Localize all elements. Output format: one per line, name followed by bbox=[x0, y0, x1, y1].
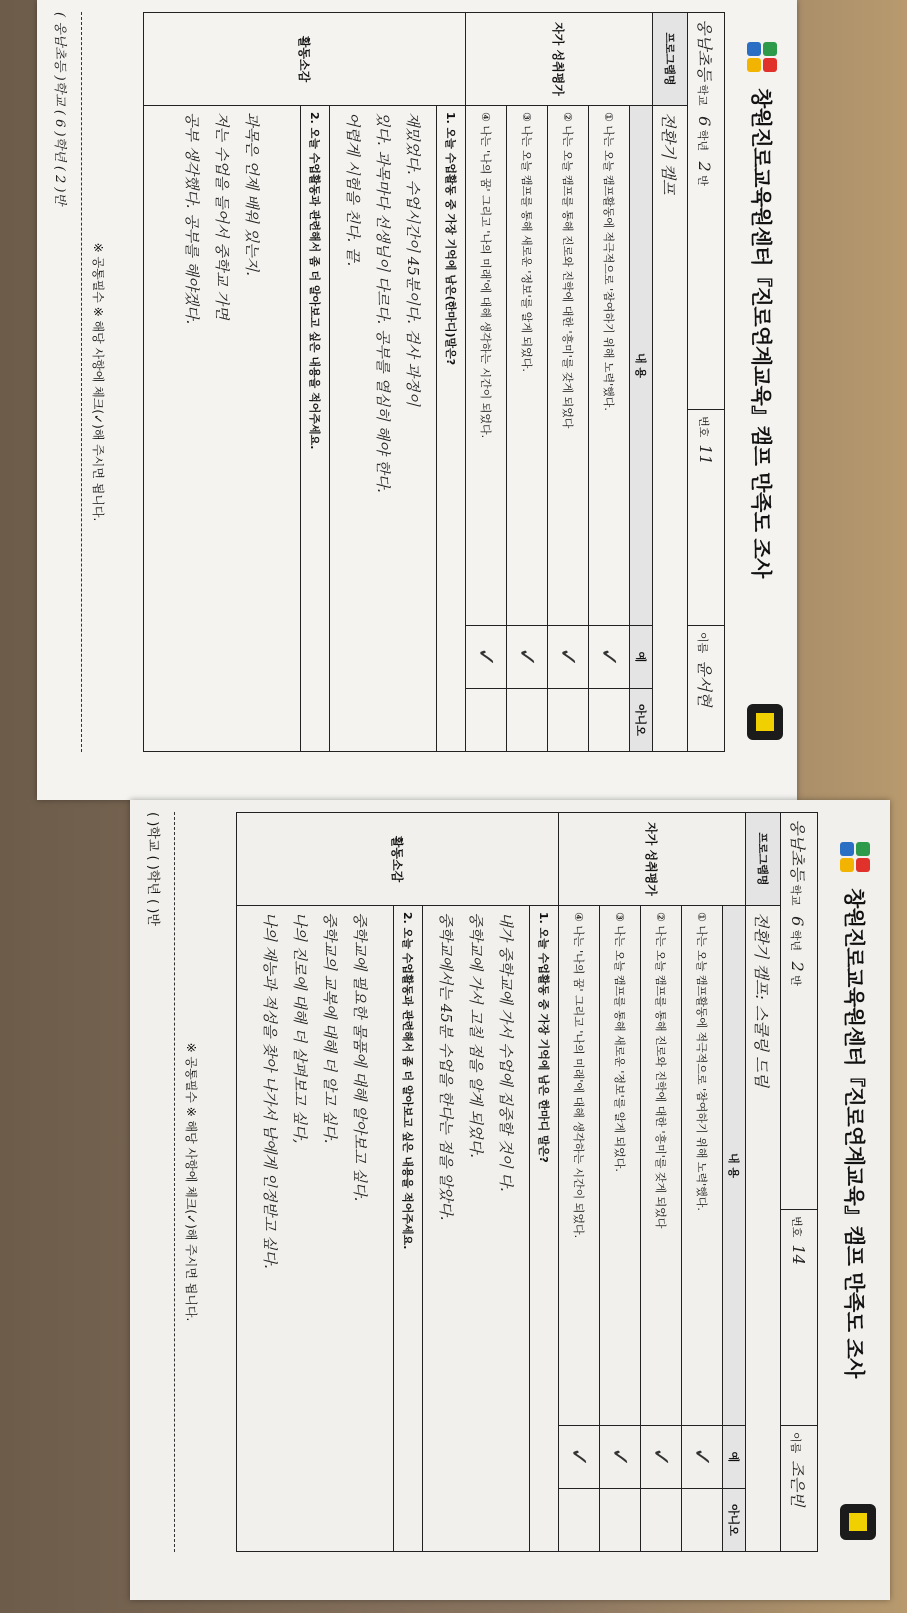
yes-label: 예 bbox=[630, 626, 653, 689]
title-row bbox=[832, 840, 878, 1540]
name-label: 이름 bbox=[789, 1432, 803, 1454]
answer-2-line: 과목은 언제 배워 있는지. bbox=[243, 112, 261, 276]
page-title: 창원진로교육원센터『진로연계교육』캠프 만족도 조사 bbox=[842, 888, 866, 1378]
answer-2-line: 중학교의 교복에 대해 더 알고 싶다. bbox=[321, 912, 339, 1144]
question-1: 1. 오늘 수업활동 중 가장 기억에 남은(한마디)말은? bbox=[437, 106, 466, 752]
school-label: 학교 bbox=[789, 884, 803, 906]
item-row bbox=[641, 813, 682, 1552]
class-label: 반 bbox=[696, 175, 710, 186]
cut-line bbox=[81, 12, 82, 752]
item-row bbox=[589, 13, 630, 752]
a2-row bbox=[144, 13, 301, 752]
item-row bbox=[682, 813, 723, 1552]
program-value: 전환기 캠프: 스쿨링 드림 bbox=[746, 906, 781, 1552]
self-eval-label: 자가 성취평가 bbox=[466, 13, 653, 106]
grade-label: 학년 bbox=[696, 129, 710, 152]
question-2: 2. 오늘 수업활동과 관련해서 좀 더 알아보고 싶은 내용을 적어주세요. bbox=[394, 906, 423, 1552]
answer-1-line: 어렵게 시험을 친다. 끝. bbox=[344, 112, 362, 267]
answer-1-line: 중학교에서는 45분 수업을 한다는 점을 알았다. bbox=[437, 912, 455, 1221]
school-value: 웅남초등 bbox=[695, 19, 715, 81]
page-title: 창원진로교육원센터『진로연계교육』캠프 만족도 조사 bbox=[749, 88, 773, 578]
answer-2-line: 나의 진로에 대해 더 살펴보고 싶다, bbox=[291, 912, 309, 1144]
item-row bbox=[507, 13, 548, 752]
footer-school-line: ( )학교 ( )학년 ( )반 bbox=[145, 812, 160, 926]
content-label: 내 용 bbox=[723, 906, 746, 1426]
check-mark: ✓ bbox=[548, 626, 589, 689]
content-header-row bbox=[630, 13, 653, 752]
empty-cell bbox=[641, 1489, 682, 1552]
check-mark: ✓ bbox=[600, 1426, 641, 1489]
grade-value: 6 bbox=[695, 116, 715, 127]
notice-text: ※ 공통필수 ※ 해당 사항에 체크(✓)해 주시면 됩니다. bbox=[91, 242, 105, 522]
question-1: 1. 오늘 수업활동 중 가장 기억에 남은 한마디 말은? bbox=[530, 906, 559, 1552]
question-2: 2. 오늘 수업활동과 관련해서 좀 더 알아보고 싶은 내용을 적어주세요. bbox=[301, 106, 330, 752]
content-header-row bbox=[723, 813, 746, 1552]
grade-value: 6 bbox=[788, 916, 808, 927]
q2-row bbox=[301, 13, 330, 752]
answer-1-line: 내가 중학교에 가서 수업에 집중할 것이 다. bbox=[497, 912, 515, 1192]
jinro-badge-icon bbox=[840, 1504, 876, 1540]
item-row bbox=[466, 13, 507, 752]
school-value: 웅남초등 bbox=[788, 819, 808, 881]
class-value: 2 bbox=[788, 961, 808, 972]
jinro-badge-icon bbox=[747, 704, 783, 740]
a2-row bbox=[237, 813, 394, 1552]
title-row bbox=[739, 40, 785, 740]
name-label: 이름 bbox=[696, 632, 710, 654]
item-text: ③ 나는 오늘 캠프를 통해 새로운 '정보'를 알게 되었다. bbox=[507, 106, 548, 626]
header-row bbox=[688, 13, 725, 752]
a1-row bbox=[423, 813, 530, 1552]
program-row bbox=[746, 813, 781, 1552]
item-text: ④ 나는 '나의 꿈' 그리고 '나의 미래'에 대해 생각하는 시간이 되었다. bbox=[466, 106, 507, 626]
content-label: 내 용 bbox=[630, 106, 653, 626]
notice-text: ※ 공통필수 ※ 해당 사항에 체크(✓)해 주시면 됩니다. bbox=[184, 1042, 198, 1322]
class-label: 반 bbox=[789, 975, 803, 986]
answer-2-line: 나의 재능과 적성을 찾아 나가서 남에게 인정받고 싶다. bbox=[261, 912, 279, 1269]
q1-row bbox=[437, 13, 466, 752]
header-row bbox=[781, 813, 818, 1552]
center-logo-icon bbox=[838, 840, 872, 874]
program-row bbox=[653, 13, 688, 752]
activity-label: 활동소감 bbox=[144, 13, 466, 106]
empty-cell bbox=[600, 1489, 641, 1552]
no-label: 아니오 bbox=[630, 689, 653, 752]
name-value: 윤서현 bbox=[695, 660, 715, 707]
footer bbox=[52, 12, 107, 752]
check-mark: ✓ bbox=[559, 1426, 600, 1489]
item-text: ② 나는 오늘 캠프를 통해 진로와 진학에 대한 '흥미'를 갖게 되었다 bbox=[641, 906, 682, 1426]
empty-cell bbox=[466, 689, 507, 752]
program-label: 프로그램명 bbox=[746, 813, 781, 906]
survey-table bbox=[236, 812, 818, 1552]
class-value: 2 bbox=[695, 161, 715, 172]
self-eval-label: 자가 성취평가 bbox=[559, 813, 746, 906]
grade-label: 학년 bbox=[789, 929, 803, 952]
empty-cell bbox=[589, 689, 630, 752]
check-mark: ✓ bbox=[682, 1426, 723, 1489]
check-mark: ✓ bbox=[589, 626, 630, 689]
empty-cell bbox=[682, 1489, 723, 1552]
program-value: 전환기 캠프 bbox=[653, 106, 688, 752]
q1-row bbox=[530, 813, 559, 1552]
school-label: 학교 bbox=[696, 84, 710, 106]
number-label: 번호 bbox=[697, 416, 711, 438]
cut-line bbox=[174, 812, 175, 1552]
item-text: ④ 나는 '나의 꿈' 그리고 '나의 미래'에 대해 생각하는 시간이 되었다. bbox=[559, 906, 600, 1426]
item-row bbox=[559, 813, 600, 1552]
number-label: 번호 bbox=[790, 1216, 804, 1238]
answer-2-line: 저는 수업을 들어서 중학교 가면 bbox=[213, 112, 231, 320]
no-label: 아니오 bbox=[723, 1489, 746, 1552]
item-row bbox=[548, 13, 589, 752]
yes-label: 예 bbox=[723, 1426, 746, 1489]
check-mark: ✓ bbox=[641, 1426, 682, 1489]
answer-1-line: 중학교에 가서 고칠 점을 알게 되었다. bbox=[467, 912, 485, 1158]
answer-1-line: 있다. 과목마다 선생님이 다르다. 공부를 열심히 해야 한다. bbox=[374, 112, 392, 493]
survey-table bbox=[143, 12, 725, 752]
number-value: 11 bbox=[696, 444, 716, 465]
answer-1-line: 재밌었다. 수업시간이 45분이다. 검사 과정이 bbox=[404, 112, 422, 407]
answer-2-line: 중학교에 필요한 물품에 대해 알아보고 싶다. bbox=[351, 912, 369, 1202]
check-mark: ✓ bbox=[507, 626, 548, 689]
item-text: ③ 나는 오늘 캠프를 통해 새로운 '정보'를 알게 되었다. bbox=[600, 906, 641, 1426]
number-value: 14 bbox=[789, 1244, 809, 1265]
survey-sheet-right bbox=[130, 800, 890, 1600]
item-text: ② 나는 오늘 캠프를 통해 진로와 진학에 대한 '흥미'를 갖게 되었다 bbox=[548, 106, 589, 626]
center-logo-icon bbox=[745, 40, 779, 74]
item-row bbox=[600, 813, 641, 1552]
footer bbox=[145, 812, 200, 1552]
name-value: 조은빈 bbox=[788, 1460, 808, 1507]
empty-cell bbox=[548, 689, 589, 752]
a1-row bbox=[330, 13, 437, 752]
empty-cell bbox=[559, 1489, 600, 1552]
check-mark: ✓ bbox=[466, 626, 507, 689]
footer-school-line: ( 웅남초등 )학교 ( 6 )학년 ( 2 )반 bbox=[52, 12, 67, 206]
item-text: ① 나는 오늘 캠프활동에 적극적으로 '참여하기 위해 노력'했다. bbox=[682, 906, 723, 1426]
q2-row bbox=[394, 813, 423, 1552]
empty-cell bbox=[507, 689, 548, 752]
survey-sheet-left bbox=[37, 0, 797, 800]
item-text: ① 나는 오늘 캠프활동에 적극적으로 '참여하기 위해 노력'했다. bbox=[589, 106, 630, 626]
activity-label: 활동소감 bbox=[237, 813, 559, 906]
answer-2-line: 공부 생각했다. 공부를 해야겠다. bbox=[183, 112, 201, 325]
program-label: 프로그램명 bbox=[653, 13, 688, 106]
